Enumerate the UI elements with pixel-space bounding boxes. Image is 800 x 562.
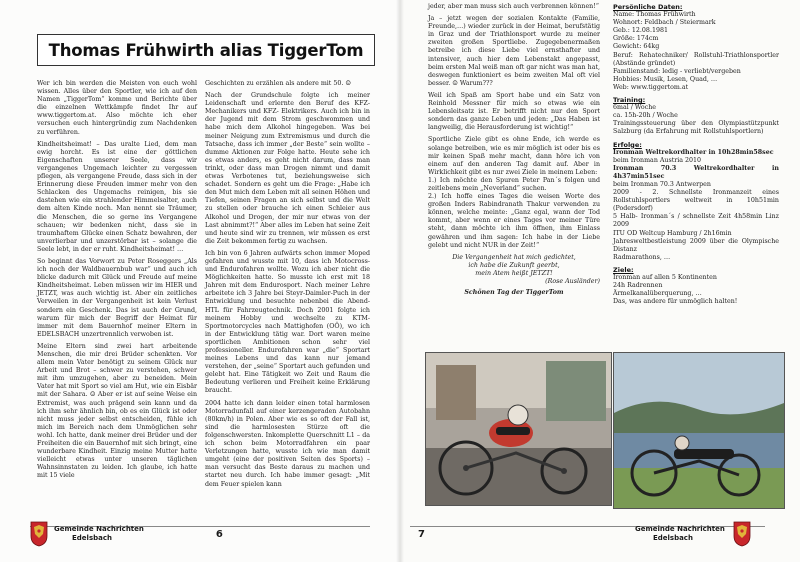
footer-text xyxy=(54,525,144,543)
goal-line: Das, was andere für unmöglich halten! xyxy=(613,298,738,306)
poem-line: Die Vergangenheit hat mich gedichtet, xyxy=(452,253,576,261)
footer-right xyxy=(410,519,770,549)
signoff: Schönen Tag der TiggerTom xyxy=(464,289,564,297)
profile-line: Beruf: Rehatechniker/ Rollstuhl-Triathlonsportler (Abstände gründet) xyxy=(613,51,779,67)
left-column-2 xyxy=(205,80,370,520)
left-column-1 xyxy=(37,80,197,520)
poem xyxy=(428,254,600,286)
profile-line: Geb.: 12.08.1981 xyxy=(613,27,668,35)
poem-line: mein Atem heißt JETZT! xyxy=(475,269,553,277)
goals-heading: Ziele: xyxy=(613,265,634,274)
poem-author: (Rose Ausländer) xyxy=(545,278,600,285)
footer-left xyxy=(30,519,380,549)
page-7 xyxy=(400,0,800,562)
success-line: Jahresweltbestleistung 2009 über die Olympische Distanz xyxy=(613,237,779,253)
article-title: Thomas Frühwirth alias TiggerTom xyxy=(48,40,364,60)
paragraph: Ja – jetzt wegen der sozialen Kontakte (Familie, Freunde,…) wieder zurück in der Heimat, berufstätig in Graz und der Triathlonsport wurde zu meiner zweiten großen Sportliebe. Zugegebenermaßen betreibe ich diese Liebe viel ernsthafter und intensiver, auch hier dem Lebenstakt angepasst, beim ersten Mal weiß man oft gar nicht was man hat, deswegen funktioniert es beim zweiten Mal oft viel besser. ☺ Warum??? xyxy=(428,15,600,87)
right-column-1 xyxy=(428,3,600,348)
success-heading: Erfolge: xyxy=(613,140,642,149)
footer-place: Edelsbach xyxy=(72,534,112,542)
training-heading: Training: xyxy=(613,96,646,105)
article-title-box xyxy=(37,34,375,66)
paragraph: Geschichten zu erzählen als andere mit 50. ☺ xyxy=(205,80,351,87)
footer-text xyxy=(635,525,725,543)
page-gutter xyxy=(396,0,404,562)
paragraph: Kindheitsheimat! – Das uralte Lied, dem man ewig horcht. Es ist eine der göttlichen Eigenschaften unserer Seele, dass wir vergangenes Ungemach leichter zu vergessen pflegen, als vergangene Freude, dass sich in der Erinnerung diese Freuden immer mehr von den Schlacken des Ungemachs reinigen, bis sie dastehen wie ein strahlender Himmelsalter, auch dem alten Kinde noch. Man nennt sie Träumer, die Menschen, die so gerne ins Vergangene schauen; wir bedenken nicht, dass sie in traumhaftem Glücke einen Schatz bewahren, der unverlierbar und unzerstörbar ist – solange die Seele lebt, in der er ruht. Kindheitsheimat! … xyxy=(37,140,197,253)
handbike-lake-illustration xyxy=(614,353,784,508)
success-line: 5 Halb- Ironman´s / schnellste Zeit 4h58min Linz 2009 xyxy=(613,213,779,229)
handbike-race-illustration xyxy=(426,353,611,505)
success-line: beim Ironman Austria 2010 xyxy=(613,156,702,164)
paragraph: Weil ich Spaß am Sport habe und ein Satz von Reinhold Messner für mich so etwas wie ein Lebensleitsatz ist. Er betrifft nicht nur den Sport sondern das ganze Leben und jeden: „Das Haben ist langweilig, die Herausforderung ist wichtig!“ xyxy=(428,91,600,132)
goal-line: Ärmelkanalüberquerung, … xyxy=(613,290,702,298)
personal-heading: Persönliche Daten: xyxy=(613,3,683,11)
profile-line: Größe: 174cm xyxy=(613,35,659,43)
paragraph: jeder, aber man muss sich auch verbrennen können!“ xyxy=(428,3,599,10)
goal-line: 24h Radrennen xyxy=(613,282,663,290)
success-line: beim Ironman 70.3 Antwerpen xyxy=(613,180,711,188)
profile-line: Familienstand: ledig - verliebt/vergeben xyxy=(613,67,741,75)
footer-newsletter-name: Gemeinde Nachrichten xyxy=(634,525,725,533)
paragraph: So beginnt das Vorwort zu Peter Roseggers „Als ich noch der Waldbauernbub war“ und auch ich blicke dadurch mit Glück und Freude auf meine Kindheitsheimat. Leben müssen wir im HIER und JETZT, was auch wichtig ist. Aber ein zeitliches Verweilen in der Vergangenheit ist kein Verlust sondern ein Geschenk. Das ist auch der Grund, warum für mich der Begriff der Heimat für immer mit dem Bauernhof meiner Eltern in EDELSBACH unzertrennlich verwoben ist. xyxy=(37,257,197,338)
success-line: Ironman 70.3 Weltrekordhalter in 4h37min51sec xyxy=(613,164,779,180)
footer-newsletter-name: Gemeinde Nachrichten xyxy=(54,525,144,533)
paragraph: Wer ich bin werden die Meisten von euch wohl wissen. Alles über den Sportler, wie ich auf den Namen „TiggerTom“ komme und Berichte über die einzelnen Wettkämpfe findet Ihr auf www.tiggertom.at. Also möchte ich eher versuchen euch hintergründig zum Nachdenken zu verführen. xyxy=(37,80,197,136)
profile-line: Gewicht: 64kg xyxy=(613,43,660,51)
page-number: 6 xyxy=(215,528,223,540)
paragraph: 1.) Ich möchte den Spuren Peter Pan´s folgen und zeitlebens mein „Neverland“ suchen. xyxy=(428,176,600,192)
paragraph: Ich bin von 6 Jahren aufwärts schon immer Moped gefahren und wusste mit 10, dass ich Motocross- und Endurofahren wollte. Wozu ich aber nicht die Möglichkeiten hatte. So musste ich erst mit 18 Jahren mit dem Endurosport. Nach meiner Lehre arbeitete ich 3 Jahre bei Steyr-Daimler-Puch in der Entwicklung und besuchte nebenbei die Abend-HTL für Fahrzeugtechnik. Doch 2001 folgte ich meinem Hobby und wechselte zu KTM-Sportmotorcycles nach Mattighofen (OÖ), wo ich in der Entwicklung tätig war. Dort waren meine sportlichen Ambitionen schon sehr viel professioneller. Endurofahren war „die“ Sportart meines Lebens und das kann nur jemand verstehen, der „seine“ Sportart auch gefunden und gelebt hat. Eine Tätigkeit wo Zeit und Raum die Bedeutung verlieren und Freiheit keine Erklärung braucht. xyxy=(205,249,370,395)
paragraph: Nach der Grundschule folgte ich meiner Leidenschaft und erlernte den Beruf des KFZ- Mechanikers und KFZ- Elektrikers. Auch ich bin in der Jugend mit dem Strom geschwommen und habe mich dem Alkohol hingegeben. Was bei meiner Neigung zum Extremismus und durch die Tatsache, dass ich immer „der Beste“ sein wollte – dumme Aktionen zur Folge hatte. Heute sehe ich es etwas anders, es geht nicht darum, dass man trinkt, oder dass man Drogen nimmt und damit etwas Verbotenes tut, beziehungsweise sich schadet. Sondern es geht um die Frage: „Habe ich den Mut mich dem Leben mit all seinen Höhen und Tiefen, seinen Fragen an sich selbst und die Welt zu stellen oder brauche ich einen Schleier aus Alkohol und Drogen, der mir nur etwas von der Last abnimmt?!“ Aber alles im Leben hat seine Zeit und heute sind wir zu trennen, wir müssen es erst die Zeit bekommen fertig zu wachsen. xyxy=(205,92,370,245)
training-line: Trainingssteuerung über den Olympiastützpunkt Salzburg (da Erfahrung mit Rollstuhlsportlern) xyxy=(613,120,779,136)
success-line: 2009 - 2. Schnellste Ironmanzeit eines Rollstuhlsportlers weltweit in 10h51min (Podersdorf) xyxy=(613,189,779,213)
training-line: 6mal / Woche xyxy=(613,104,657,112)
paragraph: Sportliche Ziele gibt es ohne Ende, ich werde es solange betreiben, wie es mir möglich ist oder bis es mir keinen Spaß mehr macht, dann höre ich von einem auf den anderen Tag damit auf. Aber in Wirklichkeit gibt es nur zwei Ziele in meinem Leben: xyxy=(428,136,600,176)
profile-line: Hobbies: Musik, Lesen, Quad, … xyxy=(613,75,718,83)
profile-box xyxy=(613,3,779,348)
profile-line: Web: www.tiggertom.at xyxy=(613,83,689,91)
success-line: Radmarathons, … xyxy=(613,253,671,261)
profile-line: Name: Thomas Frühwirth xyxy=(613,11,696,19)
race-photo xyxy=(425,352,612,506)
paragraph: 2.) Ich hoffe eines Tages die weisen Worte des großen Inders Rabindranath Thakur verwenden zu können, welche meinte: „Ganz egal, wann der Tod kommt, aber wenn er eines Tages vor meiner Türe steht, dann möchte ich ihm öffnen, ihm Einlass gewähren und ihm sagen: Ich habe in der Liebe gelebt und nicht NUR in der Zeit!“ xyxy=(428,193,600,249)
paragraph: Meine Eltern sind zwei hart arbeitende Menschen, die mir drei Brüder schenkten. Vor allem mein Vater benötigt zu seinem Glück nur Arbeit und Brot – schwer zu verstehen, schwer mit ihm umzugehen, aber zu beneiden. Mein Vater hat mit Sport so viel am Hut, wie ein Eisbär mit der Sahara. ☺ Aber er ist auf seine Weise ein Extremist, was auch prägend sein kann und da ich ihm sehr ähnlich bin, ob es ein Glück ist oder nicht muss jeder selbst entscheiden, fühle ich mich im Bereich nach dem Unmöglichen sehr wohl. Ich hatte, dank meiner drei Brüder und der Freiheiten die ein Bauernhof mit sich bringt, eine wunderbare Kindheit. Einzig meine Mutter hatte vielleicht etwas unter unseren täglichen Wahnsinnstaten zu leiden. Ich glaube, ich hatte mit 15 viele xyxy=(37,342,197,480)
goal-line: Ironman auf allen 5 Kontinenten xyxy=(613,274,717,281)
lake-photo xyxy=(613,352,785,509)
profile-line: Wohnort: Feldbach / Steiermark xyxy=(613,19,716,27)
coat-of-arms-icon xyxy=(733,521,751,547)
paragraph: 2004 hatte ich dann leider einen total harmlosen Motorradunfall auf einer kerzengeraden Autobahn (80km/h) in Polen. Aber wie es so oft der Fall ist, sind die harmlosesten Stürze oft die folgenschwersten. Inkomplette Querschnitt L1 – da ich schon beim Motorradfahren ein paar Verletzungen hatte, wusste ich wie man damit umgeht (eine der positiven Seiten des Sports) – man versucht das Beste daraus zu machen und startet neu durch. Ich habe immer gesagt: „Mit dem Feuer spielen kann xyxy=(205,399,370,488)
success-line: ITU OD Weltcup Hamburg / 2h16min xyxy=(613,229,732,237)
success-line: Ironman Weltrekordhalter in 10h28min58sec xyxy=(613,148,774,156)
page-number: 7 xyxy=(418,528,425,540)
training-line: ca. 15h-20h / Woche xyxy=(613,112,678,120)
coat-of-arms-icon xyxy=(30,521,48,547)
poem-line: ich habe die Zukunft geerbt, xyxy=(468,261,560,269)
footer-place: Edelsbach xyxy=(652,534,693,542)
